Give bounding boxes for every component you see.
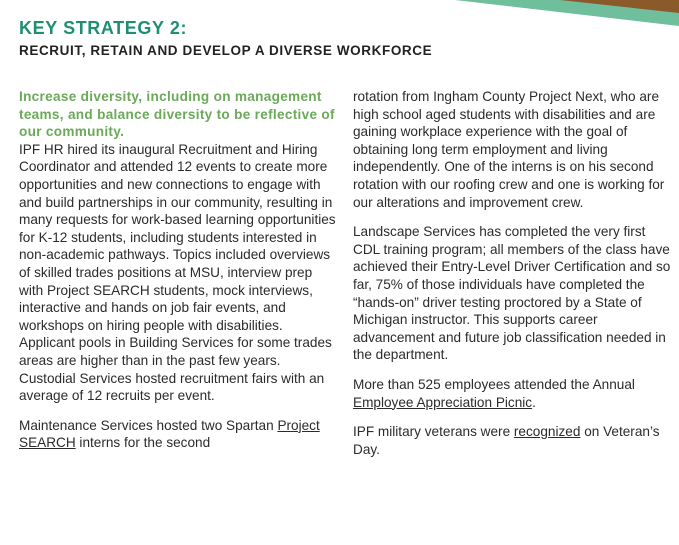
- paragraph-picnic-text: More than 525 employees attended the Annual: [353, 376, 635, 392]
- paragraph-landscape: Landscape Services has completed the very first CDL training program; all members of the class have achieved their Entry-Level Driver Certification and so far, 75% of those individuals have completed the “hands-on” driver testing proctored by a State of Michigan instructor. This supports career advancement and future job classification needed in the department.: [353, 224, 671, 363]
- paragraph-veterans-text: IPF military veterans were: [353, 424, 514, 440]
- paragraph-veterans-end: on Veteran’s Day.: [353, 424, 660, 457]
- paragraph-maintenance: [19, 417, 337, 452]
- strategy-kicker: KEY STRATEGY 2:: [19, 18, 188, 38]
- employee-appreciation-picnic-link[interactable]: Employee Appreciation Picnic: [353, 394, 533, 410]
- paragraph-picnic: [353, 376, 671, 411]
- paragraph-maintenance-text: Maintenance Services hosted two Spartan: [19, 417, 278, 433]
- recognized-link[interactable]: recognized: [513, 424, 581, 440]
- right-column: [353, 88, 671, 458]
- strategy-title: RECRUIT, RETAIN AND DEVELOP A DIVERSE WORKFORCE: [19, 43, 433, 58]
- paragraph-maintenance-text-end: interns for the second: [75, 435, 211, 451]
- paragraph-veterans: [353, 423, 671, 458]
- left-column: [19, 88, 337, 452]
- paragraph-picnic-end: .: [532, 394, 536, 410]
- paragraph-recruitment: IPF HR hired its inaugural Recruitment and Hiring Coordinator and attended 12 events to create more opportunities and new connections to engage with and build partnerships in our community, resulting in many requests for work-based learning opportunities for K-12 students, including students interested in non-academic pathways. Topics included overviews of skilled trades positions at MSU, interview prep with Project SEARCH students, mock interviews, interactive and hands on job fair events, and workshops on hiring people with disabilities. Applicant pools in Building Services for some trades areas are higher than in the past few years. Custodial Services hosted recruitment fairs with an average of 12 recruits per event.: [19, 141, 336, 404]
- lead-statement: Increase diversity, including on management teams, and balance diversity to be reflective of our community.: [19, 89, 335, 140]
- paragraph-maintenance-continued: rotation from Ingham County Project Next, who are high school aged students with disabilities and are gaining workplace experience with the goal of obtaining long term employment and living independently. One of the interns is on his second rotation with our roofing crew and one is working for our alterations and improvement crew.: [353, 89, 665, 210]
- project-search-link[interactable]: Project SEARCH: [19, 417, 320, 451]
